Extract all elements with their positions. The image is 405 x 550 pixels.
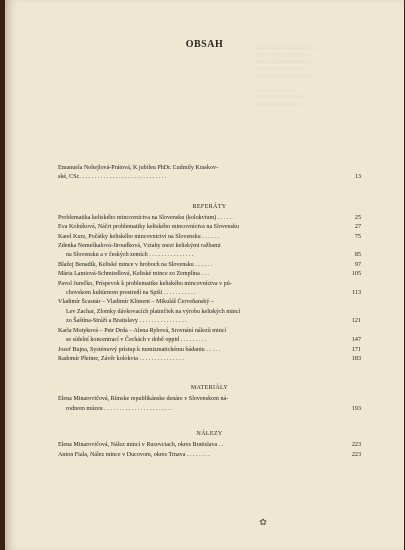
toc-entry [58,214,361,223]
entry-text: Mária Lamiová-Schmiedlová, Keltské mince zo Zemplína . . . [58,271,209,278]
page-number: 13 [354,174,361,181]
entry-text: Problematika keltského mincovníctva na Slovensku (kolokvium) . . . . . [58,214,232,221]
page-title: OBSAH [185,39,224,50]
show-through-text: ░░░░░░░░░░░░░░░░░░░░ ░░░░░░░░░░░░░░░░░░ ░░░░░░░░░░░░░░░░░░░ ░░░░░░░░░░░░░░░░ ░░░░░░░░░░░░░░░░░░░ ░░░░░░░░░░░░░ ░░░░░░░░░░░░░░░░░ ░░░░░░░░░░░░░░░ [255,45,317,106]
entry-text: Vladimír Šcasnár – Vladimír Kliment – Mikuláš Červeňanský – [58,299,214,306]
toc-entry [58,233,361,242]
nalezy-list [58,441,361,460]
toc-entry [58,164,361,183]
section-heading-materialy: MATERIÁLY [190,385,229,392]
entry-text: Karla Motyková – Petr Drda – Alena Rybová, Srovnání nálezů mincí [58,327,227,334]
page-number: 105 [351,271,361,278]
toc-entry [58,355,361,364]
page-number: 121 [351,318,361,325]
page-number: 85 [354,252,361,259]
entry-text-continuation: se sídelní koncentrací v Čechách v době oppid . . . . . . . . . [66,337,207,344]
entry-text: Anton Fiala, Nález mince v Ducovom, okres Trnava . . . . . . . . [58,451,210,458]
page-number: 147 [351,337,361,344]
toc-entry [58,223,361,232]
page-number: 97 [354,261,361,268]
entry-text-continuation: na Slovensku a v českých zemích . . . . . . . . . . . . . . . [66,252,194,259]
entry-text-continuation: chovskom kultúrnom prostredí na Spiši . . . . . . . . . . . [66,290,196,297]
page-number: 113 [352,290,361,297]
referaty-list [58,214,361,365]
toc-entry [58,242,361,261]
entry-text: Radomír Pleiner, Závěr kolokvia . . . . . . . . . . . . . . . [58,355,184,362]
toc-entry [58,346,361,355]
page-number: 223 [351,442,361,449]
toc-entry [58,327,361,346]
toc-entry [58,280,361,299]
section-heading-nalezy: NÁLEZY [196,431,223,438]
entry-text-continuation: zo Šaštína-Stráží a Bratislavy . . . . . . . . . . . . . . . . [66,318,187,325]
toc-entry [58,298,361,326]
toc-entry [58,270,361,279]
page-number: 183 [351,355,361,362]
page-number: 171 [351,346,361,353]
page-number: 27 [354,224,361,231]
entry-text: Karel Kurz, Počátky keltského mincovnictví na Slovensku . . . . . . [58,233,219,240]
entry-text: Eva Kolníková, Náčrt problematiky keltského mincovníctva na Slovensku [58,224,240,231]
entry-text-continuation: ské, CSc. . . . . . . . . . . . . . . . . . . . . . . . . . . . . [58,174,167,181]
entry-text-continuation: Lev Zachar, Zlomky dávkovacích platničiek na výrobu keltských mincí [66,308,241,315]
page-number: 75 [354,233,361,240]
toc-entry [58,395,361,414]
entry-text-continuation: rodnom múzeu . . . . . . . . . . . . . . . . . . . . . . . [66,405,173,412]
entry-text: Pavol Jurečko, Príspevok k problematike keltského mincovníctva v pú- [58,280,232,287]
entry-text: Emanuela Nohejlová-Prátová, K jubileu PhDr. Ľudmily Kraskov- [58,165,219,171]
toc-entry [58,441,361,450]
entry-text: Zdenka Nemeškalová-Jiroudková, Vztahy mezi keltskými ražbami [58,243,221,250]
page-number: 25 [354,214,361,221]
entry-text: Blažej Benadik, Keltské mince v hroboch na Slovensku . . . . . . [58,261,213,268]
toc-entry [58,261,361,270]
page-number: 193 [351,405,361,412]
table-of-contents [58,164,361,460]
section-heading-referaty: REFERÁTY [192,203,227,210]
materialy-list [58,395,361,414]
page-number: 223 [351,451,361,458]
entry-text: Elena Minarovičová, Rímske republikánske denáre v Slovenskom ná- [58,396,229,403]
toc-entry [58,451,361,460]
entry-text: Jozef Bujna, Systémový prístup k numizmatickému bádaniu . . . . . [58,346,220,353]
printer-ornament-icon: ✿ [259,518,267,528]
book-page [5,0,404,550]
entry-text: Elena Minarovičová, Nález mincí v Rusovciach, okres Bratislava . . [58,442,224,449]
